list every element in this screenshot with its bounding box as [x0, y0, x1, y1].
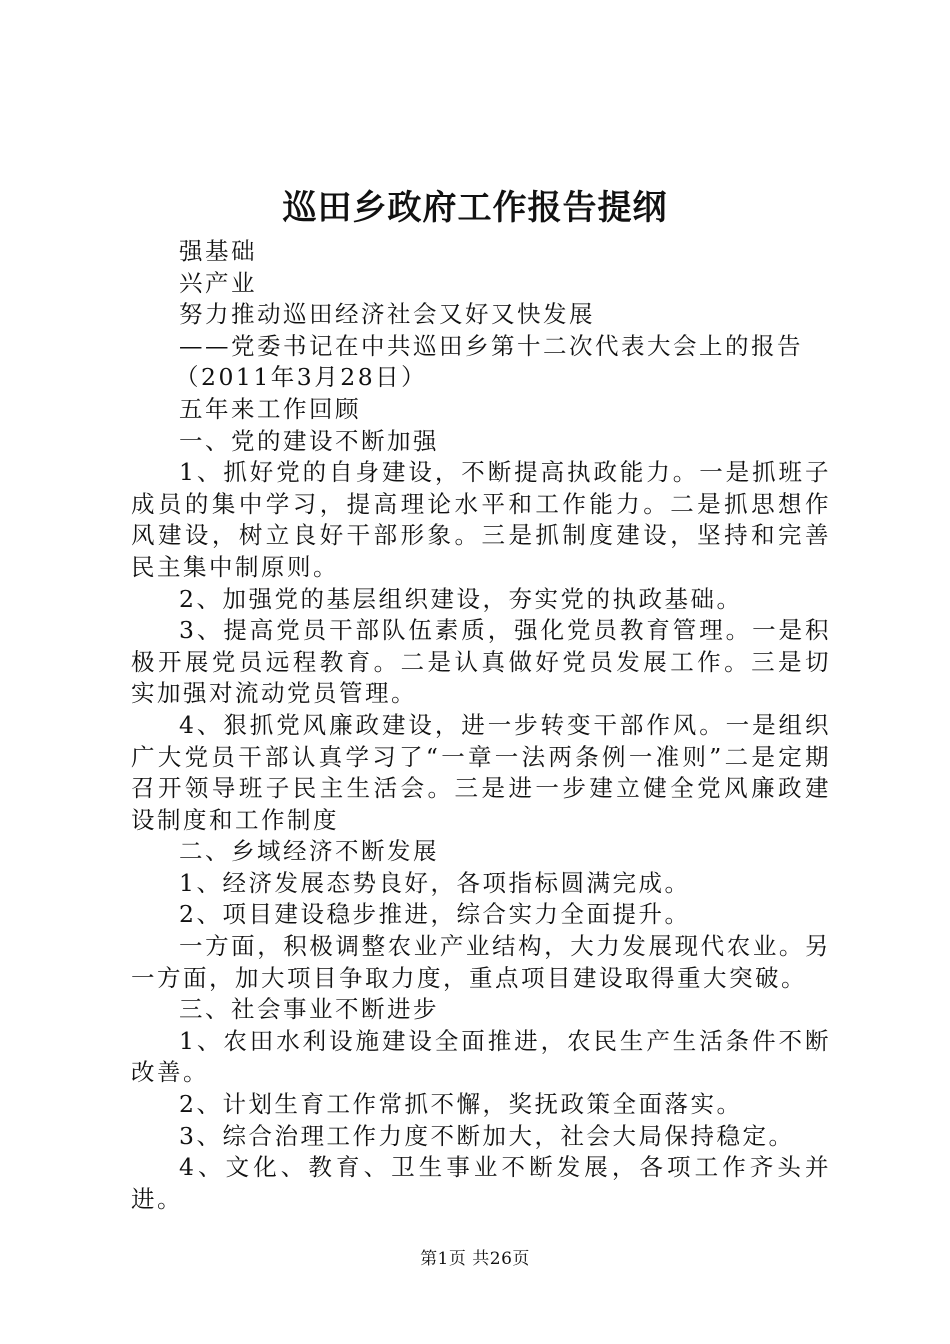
- paragraph: 4、狠抓党风廉政建设，进一步转变干部作风。一是组织广大党员干部认真学习了“一章一法两条例一准则”二是定期召开领导班子民主生活会。三是进一步建立健全党风廉政建设制度和工作制度: [131, 710, 831, 834]
- page-footer: 第1页 共26页: [420, 1249, 530, 1269]
- paragraph: 1、农田水利设施建设全面推进，农民生产生活条件不断改善。: [131, 1026, 831, 1087]
- paragraph: 2、计划生育工作常抓不懈，奖抚政策全面落实。: [179, 1090, 743, 1119]
- paragraph: 3、综合治理工作力度不断加大，社会大局保持稳定。: [179, 1121, 795, 1150]
- section-heading: 五年来工作回顾: [179, 394, 361, 423]
- document-body: [131, 236, 831, 1215]
- paragraph: 3、提高党员干部队伍素质，强化党员教育管理。一是积极开展党员远程教育。二是认真做好党员发展工作。三是切实加强对流动党员管理。: [131, 616, 831, 708]
- author-line: ——党委书记在中共巡田乡第十二次代表大会上的报告: [179, 331, 803, 360]
- section-heading: 三、社会事业不断进步: [179, 995, 439, 1024]
- paragraph: 2、加强党的基层组织建设，夯实党的执政基础。: [179, 584, 743, 613]
- subtitle-line: 努力推动巡田经济社会又好又快发展: [179, 300, 595, 329]
- date-line: （2011年3月28日）: [175, 363, 428, 392]
- paragraph: 2、项目建设稳步推进，综合实力全面提升。: [179, 900, 691, 929]
- heading-line: 强基础: [179, 237, 257, 265]
- heading-line: 兴产业: [179, 268, 257, 297]
- paragraph: 1、经济发展态势良好，各项指标圆满完成。: [179, 868, 691, 897]
- section-heading: 一、党的建设不断加强: [179, 426, 439, 455]
- paragraph: 1、抓好党的自身建设，不断提高执政能力。一是抓班子成员的集中学习，提高理论水平和工作能力。二是抓思想作风建设，树立良好干部形象。三是抓制度建设，坚持和完善民主集中制原则。: [131, 458, 831, 581]
- document-title: 巡田乡政府工作报告提纲: [282, 188, 668, 228]
- section-heading: 二、乡域经济不断发展: [179, 837, 439, 866]
- paragraph: 一方面，积极调整农业产业结构，大力发展现代农业。另一方面，加大项目争取力度，重点项目建设取得重大突破。: [131, 932, 831, 992]
- paragraph: 4、文化、教育、卫生事业不断发展，各项工作齐头并进。: [131, 1153, 831, 1213]
